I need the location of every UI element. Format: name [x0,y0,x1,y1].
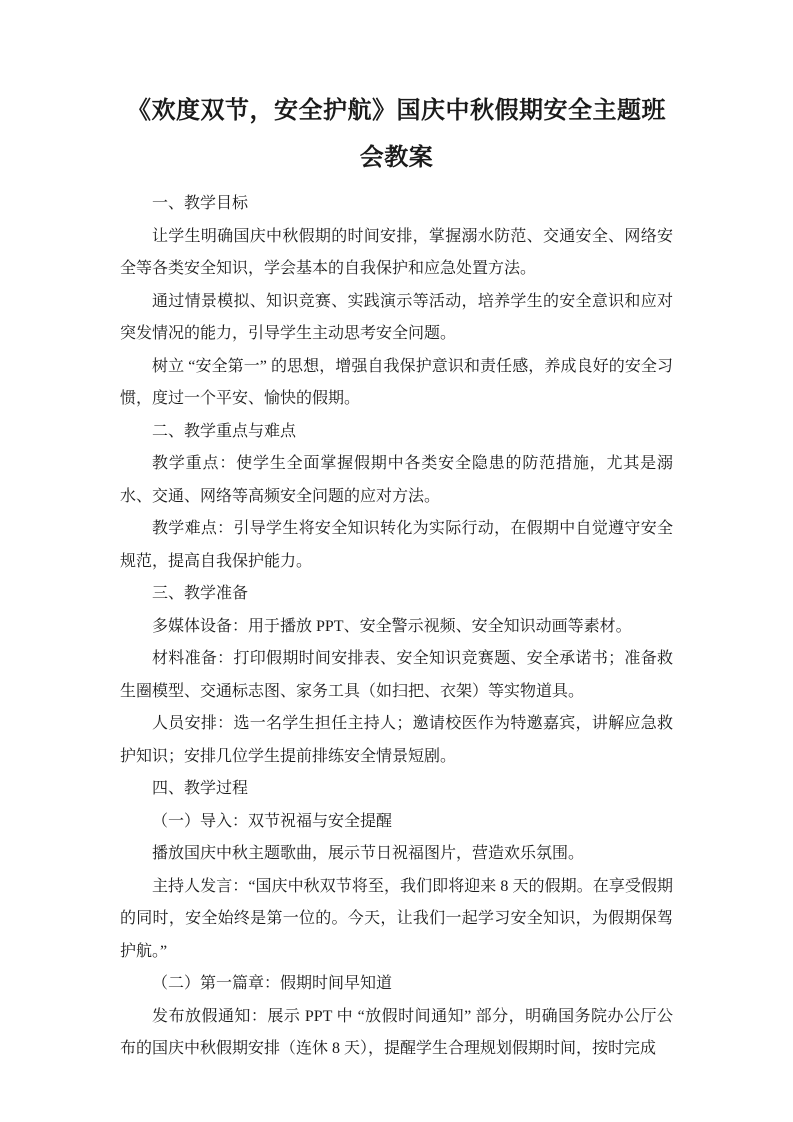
sub-heading: （一）导入：双节祝福与安全提醒 [152,812,393,830]
paragraph: 教学重点：使学生全面掌握假期中各类安全隐患的防范措施，尤其是溺水、交通、网络等高频安全问题的应对方法。 [120,455,673,505]
paragraph: 树立 “安全第一” 的思想，增强自我保护意识和责任感，养成良好的安全习惯，度过一个平安、愉快的假期。 [120,357,673,407]
paragraph: 通过情景模拟、知识竞赛、实践演示等活动，培养学生的安全意识和应对突发情况的能力，引导学生主动思考安全问题。 [120,292,673,342]
paragraph: 人员安排：选一名学生担任主持人；邀请校医作为特邀嘉宾，讲解应急救护知识；安排几位学生提前排练安全情景短剧。 [120,715,673,765]
section-heading: 三、教学准备 [152,585,249,602]
paragraph: 让学生明确国庆中秋假期的时间安排，掌握溺水防范、交通安全、网络安全等各类安全知识，学会基本的自我保护和应急处置方法。 [120,227,673,277]
paragraph: 多媒体设备：用于播放 PPT、安全警示视频、安全知识动画等素材。 [152,617,632,635]
document-title: 《欢度双节，安全护航》国庆中秋假期安全主题班会教案 [127,98,666,171]
section-heading: 二、教学重点与难点 [152,422,297,440]
section-heading: 四、教学过程 [152,780,249,797]
paragraph: 主持人发言：“国庆中秋双节将至，我们即将迎来 8 天的假期。在享受假期的同时，安全始终是第一位的。今天，让我们一起学习安全知识，为假期保驾护航。” [120,877,673,960]
paragraph: 材料准备：打印假期时间安排表、安全知识竞赛题、安全承诺书；准备救生圈模型、交通标志图、家务工具（如扫把、衣架）等实物道具。 [120,650,673,700]
paragraph: 发布放假通知：展示 PPT 中 “放假时间通知” 部分，明确国务院办公厅公布的国庆中秋假期安排（连休 8 天），提醒学生合理规划假期时间，按时完成 [120,1007,673,1057]
document-body [120,188,673,1066]
paragraph: 教学难点：引导学生将安全知识转化为实际行动，在假期中自觉遵守安全规范，提高自我保护能力。 [120,520,673,570]
section-heading: 一、教学目标 [152,195,249,212]
sub-heading: （二）第一篇章：假期时间早知道 [152,975,393,992]
paragraph: 播放国庆中秋主题歌曲，展示节日祝福图片，营造欢乐氛围。 [152,845,585,862]
